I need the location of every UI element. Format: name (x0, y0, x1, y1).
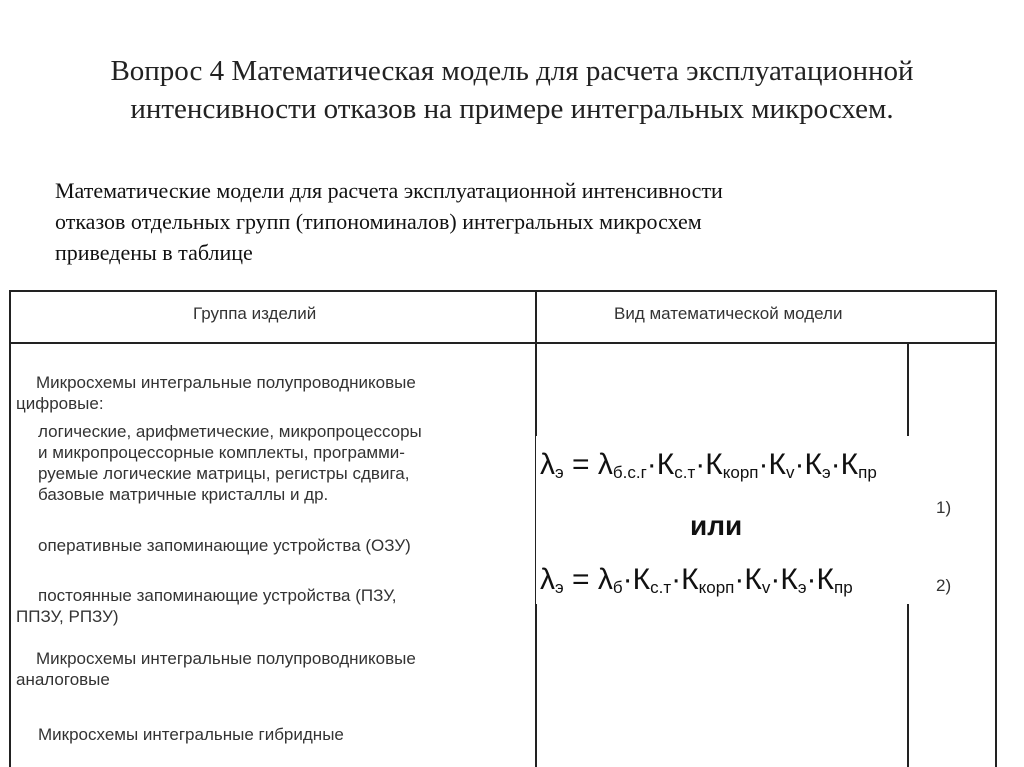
slide-title-line-2: интенсивности отказов на примере интегральных микросхем. (130, 93, 894, 125)
formula-1-dot2: · (695, 448, 706, 481)
formula-2-t1-sub: б (612, 578, 623, 597)
formula-2-dot1: · (622, 563, 633, 596)
formula-1-lhs: λ (540, 448, 555, 481)
formula-2-lhs: λ (540, 563, 555, 596)
formula-1-dot3: · (758, 448, 769, 481)
row-digital (16, 372, 416, 414)
row-rom-line-2: ППЗУ, РПЗУ) (16, 607, 119, 626)
intro-line-3: приведены в таблице (55, 240, 253, 265)
table-top-border (9, 290, 997, 292)
formula-1-t4-sub: v (786, 463, 795, 482)
equation-number-2: 2) (936, 576, 952, 595)
formula-1-t1-sub: б.с.г (612, 463, 647, 482)
row-analog-line-2: аналоговые (16, 670, 110, 689)
formula-1-t2-sub: с.т (674, 463, 696, 482)
row-rom-line-1: постоянные запоминающие устройства (ПЗУ, (38, 586, 397, 605)
row-logic-line-3: руемые логические матрицы, регистры сдвига, (38, 464, 410, 483)
equation-number-1: 1) (936, 498, 952, 517)
formula-2-t1: λ (597, 563, 613, 596)
formula-1-t5-sub: э (821, 463, 831, 482)
intro-line-1: Математические модели для расчета эксплуатационной интенсивности (55, 178, 723, 203)
formula-1-dot5: · (830, 448, 841, 481)
slide-title-line-1: Вопрос 4 Математическая модель для расчета эксплуатационной (110, 55, 914, 87)
row-digital-line-2: цифровые: (16, 394, 104, 413)
header-model: Вид математической модели (614, 304, 843, 323)
formula-2-eq: = (563, 563, 598, 596)
formula-1-t1: λ (597, 448, 613, 481)
intro-line-2: отказов отдельных групп (типономиналов) интегральных микросхем (55, 209, 702, 234)
row-analog (16, 648, 416, 690)
formula-1-t6: К (840, 448, 859, 481)
formula-1-t5: К (804, 448, 822, 481)
table-header-border (9, 342, 997, 344)
models-table (0, 290, 1024, 767)
formula-1-t3-sub: корп (722, 463, 759, 482)
row-logic-line-1: логические, арифметические, микропроцессоры (38, 422, 422, 441)
formula-2-dot3: · (734, 563, 745, 596)
formula-1-t4: К (768, 448, 786, 481)
formula-1-t6-sub: пр (858, 463, 877, 482)
slide-title (30, 52, 994, 128)
formula-2-t3-sub: корп (698, 578, 735, 597)
formula-2-t4: К (744, 563, 762, 596)
formula-2-t2: К (632, 563, 651, 596)
row-rom (16, 585, 396, 627)
formula-2-t4-sub: v (761, 578, 771, 597)
formula-1-lhs-sub: э (555, 463, 564, 482)
formula-2 (540, 563, 853, 598)
formula-2-dot4: · (770, 563, 781, 596)
formula-1 (540, 448, 877, 483)
formula-1-t2: К (656, 448, 675, 481)
row-digital-line-1: Микросхемы интегральные полупроводниковые (36, 373, 416, 392)
formula-2-t5-sub: э (797, 578, 807, 597)
formula-2-dot2: · (671, 563, 682, 596)
formula-2-t5: К (780, 563, 798, 596)
formula-1-dot4: · (794, 448, 805, 481)
row-ram: оперативные запоминающие устройства (ОЗУ) (38, 536, 411, 555)
table-left-border (9, 290, 11, 767)
formula-2-t3: К (681, 563, 699, 596)
formula-2-t2-sub: с.т (650, 578, 672, 597)
table-right-border (995, 290, 997, 767)
row-logic-line-2: и микропроцессорные комплекты, программи- (38, 443, 405, 462)
header-group: Группа изделий (193, 304, 317, 323)
formula-1-dot1: · (646, 448, 657, 481)
intro-paragraph (55, 175, 955, 268)
formula-2-dot5: · (806, 563, 817, 596)
formula-2-t6-sub: пр (834, 578, 853, 597)
formula-1-t3: К (705, 448, 723, 481)
row-hybrid: Микросхемы интегральные гибридные (38, 725, 344, 744)
or-label: или (690, 510, 743, 541)
formula-2-t6: К (816, 563, 835, 596)
row-logic-line-4: базовые матричные кристаллы и др. (38, 485, 329, 504)
formula-2-lhs-sub: э (555, 578, 564, 597)
row-logic (38, 421, 422, 505)
formula-1-eq: = (563, 448, 598, 481)
row-analog-line-1: Микросхемы интегральные полупроводниковые (36, 649, 416, 668)
